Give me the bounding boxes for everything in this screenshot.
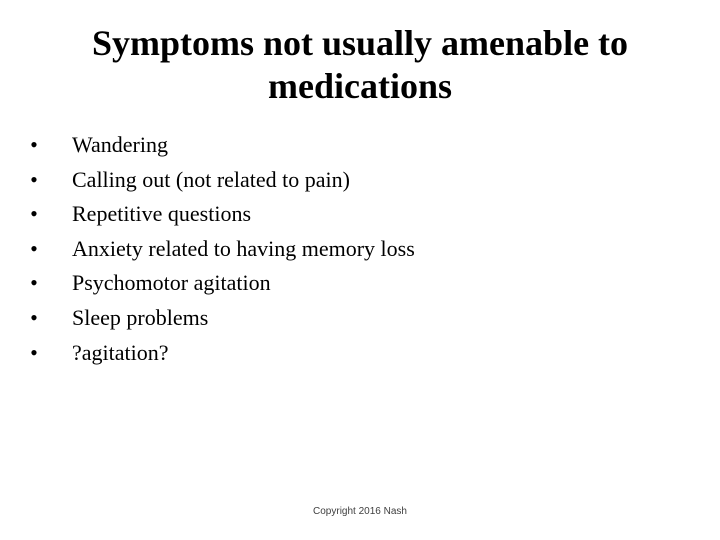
list-item-text: Sleep problems	[72, 304, 209, 330]
bullet-list	[24, 128, 684, 370]
list-item-text: Repetitive questions	[72, 201, 252, 227]
list-item	[24, 232, 684, 267]
list-item-text: Wandering	[72, 132, 168, 157]
copyright-footer: Copyright 2016 Nash	[313, 506, 407, 517]
slide-title-line-1: Symptoms not usually amenable to	[91, 23, 629, 63]
list-item	[24, 336, 684, 371]
bullet-icon: •	[30, 201, 38, 227]
bullet-icon: •	[30, 304, 38, 330]
list-item	[24, 163, 684, 198]
bullet-icon: •	[30, 235, 38, 261]
list-item-text: ?agitation?	[72, 339, 169, 365]
list-item-text: Calling out (not related to pain)	[72, 166, 350, 192]
bullet-icon: •	[30, 270, 38, 296]
bullet-icon: •	[30, 339, 38, 365]
bullet-icon: •	[30, 132, 38, 157]
slide-title	[40, 22, 680, 108]
list-item	[24, 197, 684, 232]
list-item	[24, 128, 684, 163]
list-item-text: Anxiety related to having memory loss	[72, 235, 415, 261]
list-item	[24, 266, 684, 301]
bullet-icon: •	[30, 166, 38, 192]
list-item	[24, 301, 684, 336]
slide-title-line-2: medications	[268, 66, 452, 106]
list-item-text: Psychomotor agitation	[72, 270, 271, 296]
